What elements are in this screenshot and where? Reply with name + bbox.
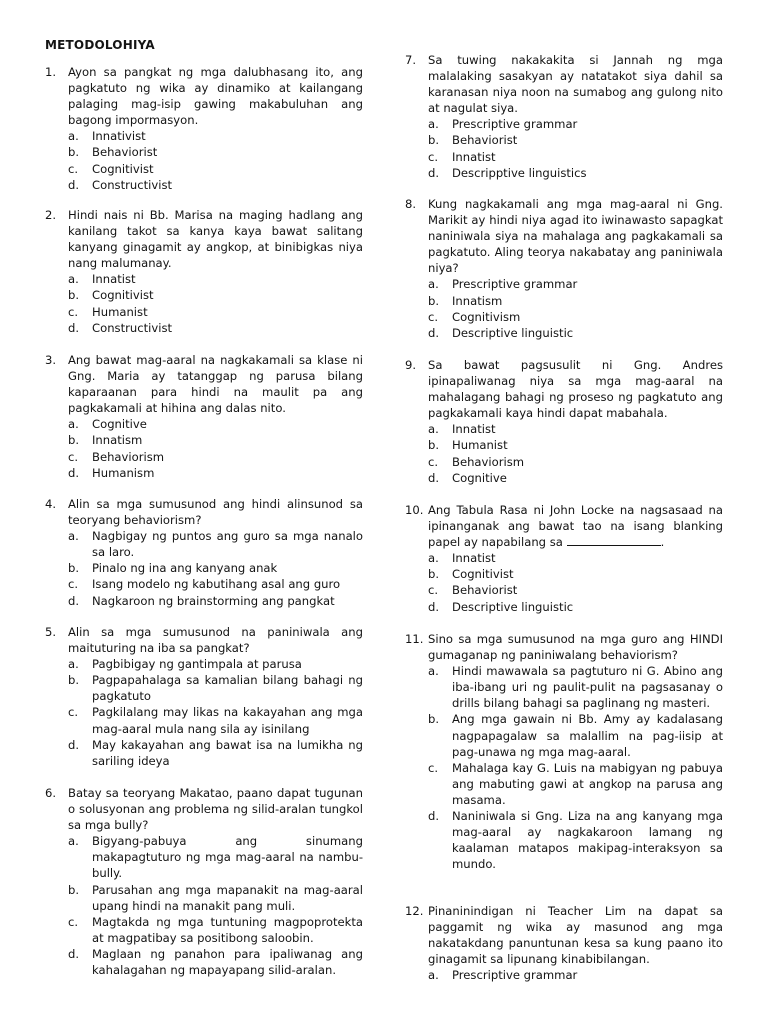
question-number: 7. bbox=[405, 53, 417, 67]
question-number: 10. bbox=[405, 503, 424, 517]
question-3 bbox=[45, 352, 363, 481]
question-9 bbox=[405, 357, 723, 486]
option-a: a. Prescriptive grammar bbox=[428, 277, 578, 292]
option-b: b. Parusahan ang mga mapanakit na mag-aaral upang hindi na manakit pang muli. bbox=[68, 882, 363, 913]
question-2 bbox=[45, 207, 363, 336]
option-d: d. Cognitive bbox=[428, 470, 507, 485]
option-c: c. Cognitivist bbox=[68, 161, 154, 176]
question-text: Ayon sa pangkat ng mga dalubhasang ito, ang pagkatuto ng wika ay dinamiko at kailangang palaging mag-isip gawing makabuluhan ang bagong impormasyon. bbox=[68, 65, 363, 128]
option-c: c. Magtakda ng mga tuntuning magpoprotekta at magpatibay sa positibong saloobin. bbox=[68, 914, 363, 945]
option-b: b. Innatism bbox=[68, 433, 143, 448]
question-text: Hindi nais ni Bb. Marisa na maging hadlang ang kanilang takot sa kanya kaya bawat salitang kanyang ginagamit ay angkop, at binibigkas niya nang malumanay. bbox=[68, 208, 363, 271]
question-1 bbox=[45, 64, 363, 193]
option-d: d. Descripptive linguistics bbox=[428, 165, 587, 180]
option-c: c. Isang modelo ng kabutihang asal ang guro bbox=[68, 577, 341, 592]
option-a: a. Bigyang-pabuya ang sinumang makapagtuturo ng mga mag-aaral na nambu-bully. bbox=[68, 834, 363, 881]
option-b: b. Cognitivist bbox=[428, 567, 514, 582]
question-4 bbox=[45, 496, 363, 609]
question-11 bbox=[405, 631, 723, 872]
option-d: d. May kakayahan ang bawat isa na lumikha ng sariling ideya bbox=[68, 737, 363, 768]
question-number: 11. bbox=[405, 632, 424, 646]
question-12 bbox=[405, 903, 723, 983]
option-c: c. Behaviorism bbox=[68, 449, 165, 464]
option-a: a. Hindi mawawala sa pagtuturo ni G. Abino ang iba-ibang uri ng paulit-pulit na pagsasanay o drills bilang bahagi sa paglinang ng masteri. bbox=[428, 664, 723, 711]
question-number: 1. bbox=[45, 65, 57, 79]
option-b: b. Pinalo ng ina ang kanyang anak bbox=[68, 561, 278, 576]
question-text: Sino sa mga sumusunod na mga guro ang HINDI gumaganap ng paniniwalang behaviorism? bbox=[428, 632, 723, 663]
question-text: Alin sa mga sumusunod na paniniwala ang maituturing na iba sa pangkat? bbox=[68, 625, 363, 656]
question-6 bbox=[45, 785, 363, 978]
option-c: c. Behaviorism bbox=[428, 454, 525, 469]
question-10 bbox=[405, 502, 723, 615]
option-d: d. Maglaan ng panahon para ipaliwanag ang kahalagahan ng mapayapang silid-aralan. bbox=[68, 946, 363, 978]
question-number: 3. bbox=[45, 353, 57, 367]
option-a: a. Innativist bbox=[68, 129, 146, 144]
option-a: a. Innatist bbox=[428, 551, 496, 566]
question-text: Ang bawat mag-aaral na nagkakamali sa klase ni Gng. Maria ay tatanggap ng parusa bilang kaparaanan para hindi na maulit pa ang pagkakamali at hihina ang dalas nito. bbox=[68, 353, 363, 416]
question-number: 9. bbox=[405, 358, 417, 372]
question-text: Pinaninindigan ni Teacher Lim na dapat sa paggamit ng wika ay masunod ang mga nakatakdang panuntunan kesa sa kung paano ito ginagamit sa lipunang kinabibilangan. bbox=[428, 904, 723, 967]
option-d: d. Nagkaroon ng brainstorming ang pangkat bbox=[68, 593, 335, 608]
question-number: 12. bbox=[405, 904, 424, 918]
question-number: 4. bbox=[45, 497, 57, 511]
option-d: d. Constructivist bbox=[68, 177, 173, 192]
question-number: 6. bbox=[45, 786, 57, 800]
option-a: a. Nagbigay ng puntos ang guro sa mga nanalo sa laro. bbox=[68, 529, 363, 560]
option-a: a. Prescriptive grammar bbox=[428, 117, 578, 132]
question-5 bbox=[45, 624, 363, 769]
question-number: 5. bbox=[45, 625, 57, 639]
option-b: b. Humanist bbox=[428, 438, 508, 453]
option-d: d. Descriptive linguistic bbox=[428, 325, 574, 340]
option-c: c. Behaviorist bbox=[428, 583, 518, 598]
option-c: c. Mahalaga kay G. Luis na mabigyan ng pabuya ang mabuting gawi at angkop na parusa ang masama. bbox=[428, 760, 723, 807]
option-a: a. Innatist bbox=[68, 272, 136, 287]
question-7 bbox=[405, 52, 723, 181]
option-a: a. Pagbibigay ng gantimpala at parusa bbox=[68, 657, 302, 672]
option-b: b. Cognitivist bbox=[68, 288, 154, 303]
option-a: a. Prescriptive grammar bbox=[428, 968, 578, 983]
option-b: b. Ang mga gawain ni Bb. Amy ay kadalasang nagpapagalaw sa malallim na pag-iisip at pag-unawa ng mga mag-aaral. bbox=[428, 712, 723, 759]
question-number: 2. bbox=[45, 208, 57, 222]
question-number: 8. bbox=[405, 197, 417, 211]
option-d: d. Descriptive linguistic bbox=[428, 599, 574, 614]
option-b: b. Pagpapahalaga sa kamalian bilang bahagi ng pagkatuto bbox=[68, 673, 363, 704]
option-c: c. Pagkilalang may likas na kakayahan ang mga mag-aaral mula nang sila ay isinilang bbox=[68, 705, 363, 736]
question-text: Batay sa teoryang Makatao, paano dapat tugunan o solusyonan ang problema ng silid-aralan tungkol sa mga bully? bbox=[68, 786, 363, 833]
question-text: Sa bawat pagsusulit ni Gng. Andres ipinapaliwanag niya sa mga mag-aaral na mahalagang bahagi ng proseso ng pagkatuto ang pagkakamali kaya hindi dapat mabahala. bbox=[428, 358, 723, 421]
question-text: Kung nagkakamali ang mga mag-aaral ni Gng. Marikit ay hindi niya agad ito iwinawasto sapagkat naniniwala siya na mahalaga ang pagkakamali sa pagkatuto. Aling teorya nakabatay ang paniniwala niya? bbox=[428, 197, 723, 276]
option-c: c. Innatist bbox=[428, 149, 496, 164]
option-c: c. Humanist bbox=[68, 304, 148, 319]
question-8 bbox=[405, 196, 723, 341]
option-a: a. Innatist bbox=[428, 422, 496, 437]
question-text: Alin sa mga sumusunod ang hindi alinsunod sa teoryang behaviorism? bbox=[68, 497, 363, 528]
option-b: b. Innatism bbox=[428, 293, 503, 308]
option-b: b. Behaviorist bbox=[68, 145, 158, 160]
option-a: a. Cognitive bbox=[68, 417, 147, 432]
page-title: METODOLOHIYA bbox=[45, 38, 155, 52]
option-d: d. Humanism bbox=[68, 465, 155, 480]
option-d: d. Constructivist bbox=[68, 320, 173, 335]
question-text: Ang Tabula Rasa ni John Locke na nagsasaad na ipinanganak ang bawat tao na isang blanking papel ay napabilang sa . bbox=[428, 503, 723, 550]
option-b: b. Behaviorist bbox=[428, 133, 518, 148]
option-c: c. Cognitivism bbox=[428, 309, 521, 324]
answer-blank bbox=[567, 534, 661, 546]
question-text: Sa tuwing nakakakita si Jannah ng mga malalaking sasakyan ay natatakot siya dahil sa karanasan niya noon na sumabog ang gulong nito at nagulat siya. bbox=[428, 53, 723, 116]
option-d: d. Naniniwala si Gng. Liza na ang kanyang mga mag-aaral ay nagkakaroon lamang ng kaalaman matapos makipag-interaksyon sa mundo. bbox=[428, 809, 723, 872]
